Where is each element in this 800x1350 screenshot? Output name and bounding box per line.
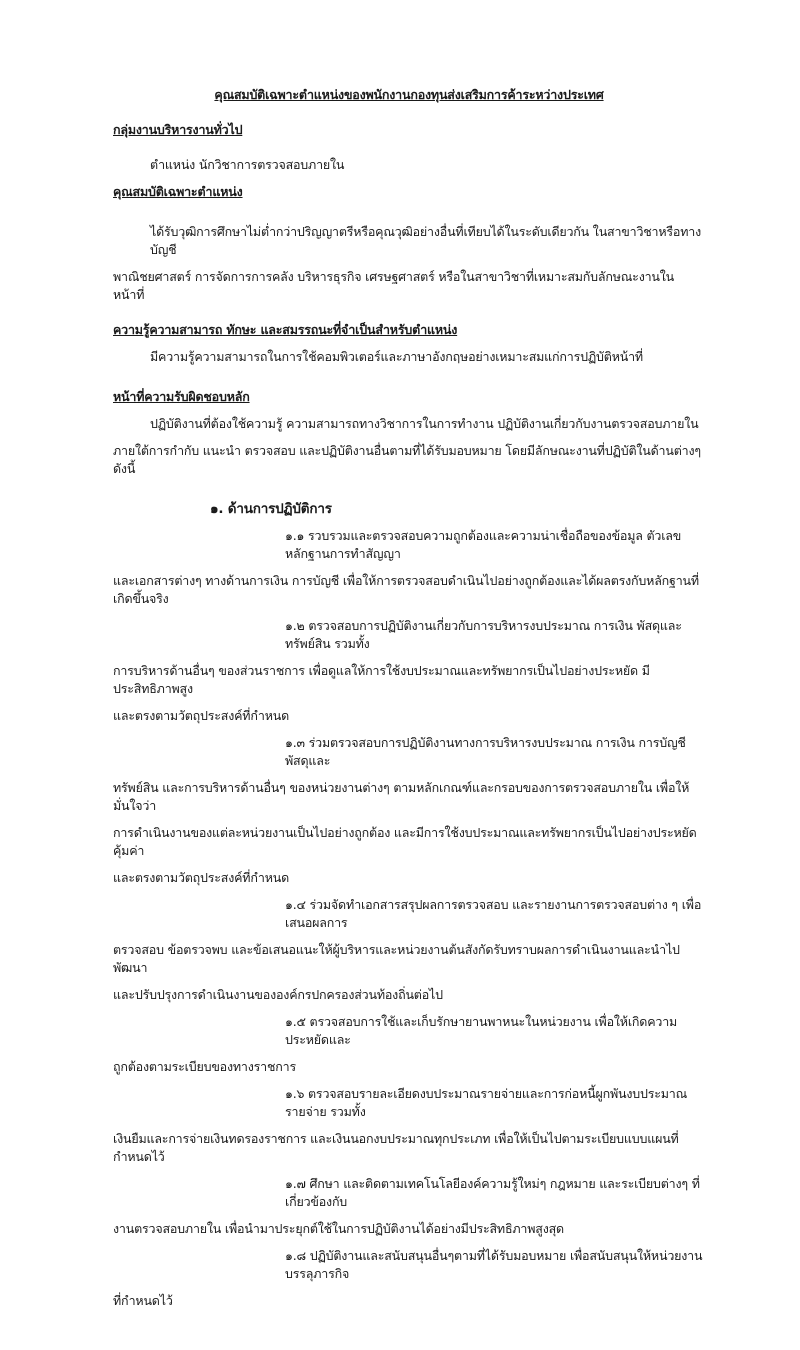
- item-1-6: ๑.๖ ตรวจสอบรายละเอียดงบประมาณรายจ่ายและการก่อหนี้ผูกพันงบประมาณรายจ่าย รวมทั้ง: [285, 1086, 688, 1119]
- item-1-2: ๑.๒ ตรวจสอบการปฏิบัติงานเกี่ยวกับการบริหารงบประมาณ การเงิน พัสดุและทรัพย์สิน รวมทั้ง: [285, 618, 682, 651]
- item-1-2-cont: การบริหารด้านอื่นๆ ของส่วนราชการ เพื่อดูแลให้การใช้งบประมาณและทรัพยากรเป็นไปอย่างประหยัด มีประสิทธิภาพสูง: [113, 663, 650, 696]
- item-1-4-cont: ตรวจสอบ ข้อตรวจพบ และข้อเสนอแนะให้ผู้บริหารและหน่วยงานต้นสังกัดรับทราบผลการดำเนินงานและนำไปพัฒนา: [113, 942, 680, 975]
- item-1-1: ๑.๑ รวบรวมและตรวจสอบความถูกต้องและความน่าเชื่อถือของข้อมูล ตัวเลข หลักฐานการทำสัญญา: [285, 528, 682, 561]
- qualifications-heading: คุณสมบัติเฉพาะตำแหน่ง: [113, 184, 243, 199]
- knowledge-text: มีความรู้ความสามารถในการใช้คอมพิวเตอร์และภาษาอังกฤษอย่างเหมาะสมแก่การปฏิบัติหน้าที่: [150, 349, 643, 364]
- item-1-4: ๑.๔ ร่วมจัดทำเอกสารสรุปผลการตรวจสอบ และรายงานการตรวจสอบต่าง ๆ เพื่อเสนอผลการ: [285, 897, 702, 930]
- item-1-8-cont: ที่กำหนดไว้: [113, 1293, 173, 1308]
- knowledge-heading: ความรู้ความสามารถ ทักษะ และสมรรถนะที่จำเป็นสำหรับตำแหน่ง: [113, 322, 458, 337]
- item-1-3-cont: และตรงตามวัตถุประสงค์ที่กำหนด: [113, 870, 290, 885]
- item-1-3: ๑.๓ ร่วมตรวจสอบการปฏิบัติงานทางการบริหารงบประมาณ การเงิน การบัญชี พัสดุและ: [285, 735, 686, 768]
- item-1-5-cont: ถูกต้องตามระเบียบของทางราชการ: [113, 1059, 296, 1074]
- position-title: ตำแหน่ง นักวิชาการตรวจสอบภายใน: [150, 157, 345, 172]
- item-1-7: ๑.๗ ศึกษา และติดตามเทคโนโลยีองค์ความรู้ใหม่ๆ กฎหมาย และระเบียบต่างๆ ที่เกี่ยวข้องกับ: [285, 1176, 700, 1209]
- qualifications-line: พาณิชยศาสตร์ การจัดการการคลัง บริหารธุรกิจ เศรษฐศาสตร์ หรือในสาขาวิชาที่เหมาะสมกับลักษณะงานในหน้าที่: [113, 269, 675, 302]
- item-1-7-cont: งานตรวจสอบภายใน เพื่อนำมาประยุกต์ใช้ในการปฏิบัติงานได้อย่างมีประสิทธิภาพสูงสุด: [113, 1221, 564, 1236]
- item-1-5: ๑.๕ ตรวจสอบการใช้และเก็บรักษายานพาหนะในหน่วยงาน เพื่อให้เกิดความประหยัดและ: [285, 1014, 678, 1047]
- item-1-1-cont: และเอกสารต่างๆ ทางด้านการเงิน การบัญชี เพื่อให้การตรวจสอบดำเนินไปอย่างถูกต้องและได้ผลตรงกับหลักฐานที่เกิดขึ้นจริง: [113, 573, 699, 606]
- item-1-3-cont: ทรัพย์สิน และการบริหารด้านอื่นๆ ของหน่วยงานต่างๆ ตามหลักเกณฑ์และกรอบของการตรวจสอบภายใน เพื่อให้มั่นใจว่า: [113, 780, 690, 813]
- item-1-8: ๑.๘ ปฏิบัติงานและสนับสนุนอื่นๆตามที่ได้รับมอบหมาย เพื่อสนับสนุนให้หน่วยงานบรรลุภารกิจ: [285, 1248, 703, 1281]
- operations-heading: ๑. ด้านการปฏิบัติการ: [210, 501, 332, 517]
- item-1-3-cont: การดำเนินงานของแต่ละหน่วยงานเป็นไปอย่างถูกต้อง และมีการใช้งบประมาณและทรัพยากรเป็นไปอย่างประหยัด คุ้มค่า: [113, 825, 697, 858]
- item-1-4-cont: และปรับปรุงการดำเนินงานขององค์กรปกครองส่วนท้องถิ่นต่อไป: [113, 987, 443, 1002]
- duties-line: ภายใต้การกำกับ แนะนำ ตรวจสอบ และปฏิบัติงานอื่นตามที่ได้รับมอบหมาย โดยมีลักษณะงานที่ปฏิบัติในด้านต่างๆ ดังนี้: [113, 443, 701, 476]
- qualifications-line: ได้รับวุฒิการศึกษาไม่ต่ำกว่าปริญญาตรีหรือคุณวุฒิอย่างอื่นที่เทียบได้ในระดับเดียวกัน ในสาขาวิชาหรือทาง บัญชี: [150, 224, 702, 257]
- item-1-6-cont: เงินยืมและการจ่ายเงินทดรองราชการ และเงินนอกงบประมาณทุกประเภท เพื่อให้เป็นไปตามระเบียบแบบแผนที่กำหนดไว้: [113, 1131, 679, 1164]
- group-heading: กลุ่มงานบริหารงานทั่วไป: [113, 122, 243, 137]
- document-title: คุณสมบัติเฉพาะตำแหน่งของพนักงานกองทุนส่งเสริมการค้าระหว่างประเทศ: [214, 87, 604, 102]
- duties-heading: หน้าที่ความรับผิดชอบหลัก: [113, 389, 250, 404]
- duties-line: ปฏิบัติงานที่ต้องใช้ความรู้ ความสามารถทางวิชาการในการทำงาน ปฏิบัติงานเกี่ยวกับงานตรวจสอบภายใน: [150, 416, 699, 431]
- item-1-2-cont: และตรงตามวัตถุประสงค์ที่กำหนด: [113, 708, 290, 723]
